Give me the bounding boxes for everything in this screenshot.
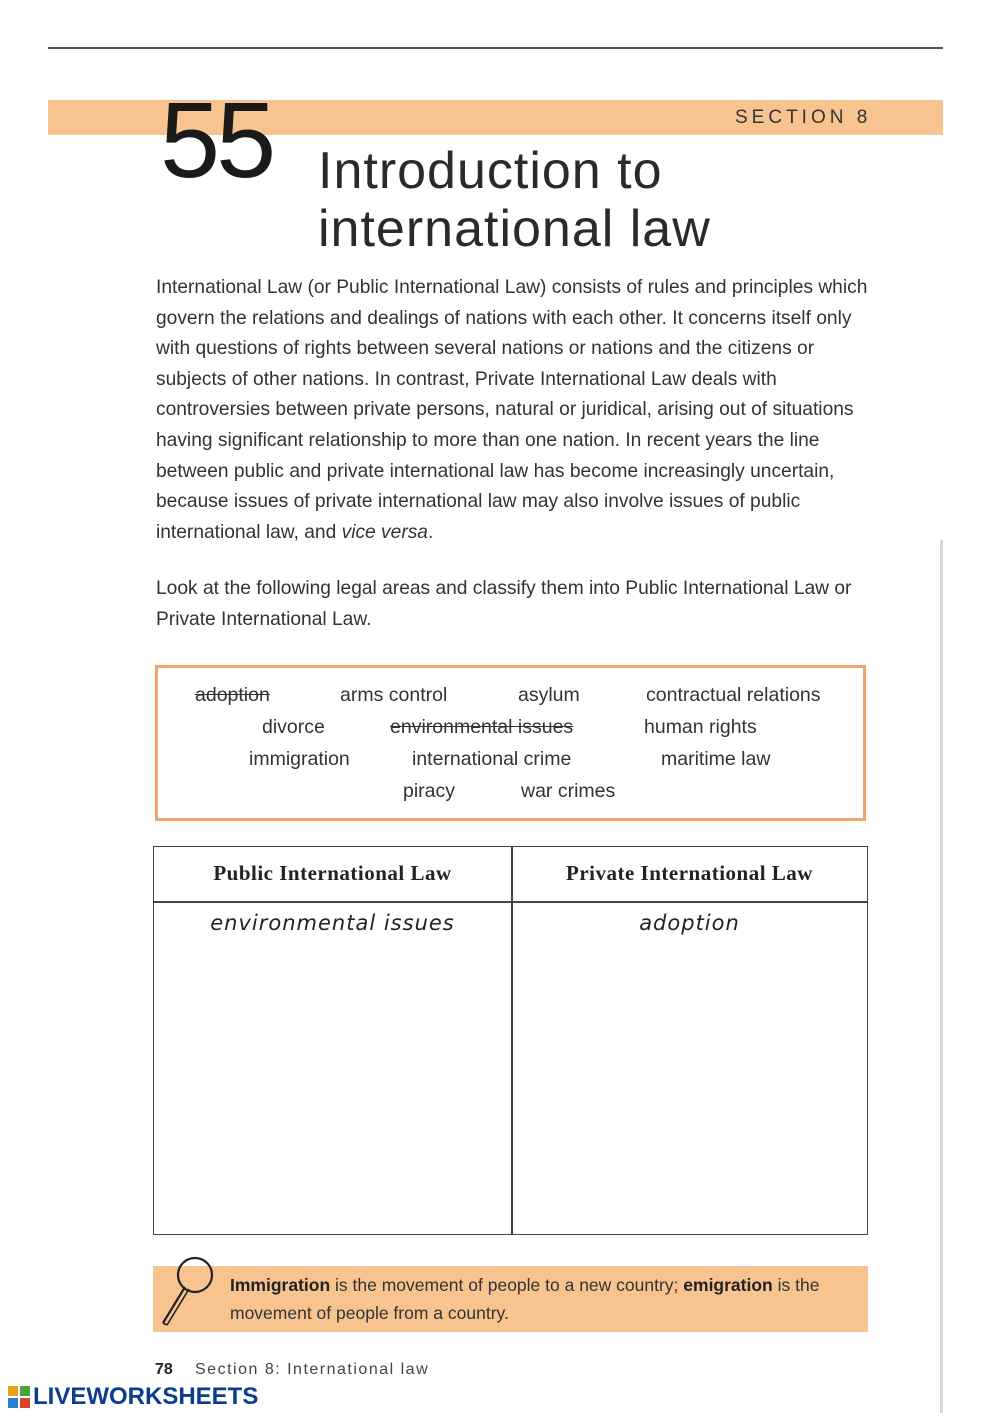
exercise-instructions: Look at the following legal areas and classify them into Public International Law or Private International Law. [156, 578, 852, 630]
public-answer-entry[interactable]: environmental issues [210, 911, 455, 935]
tip-definition-1: is the movement of people to a new country; [330, 1275, 684, 1295]
unit-title-line-2: international law [318, 200, 711, 258]
page-edge-shadow [940, 540, 943, 1413]
tip-term-immigration: Immigration [230, 1275, 331, 1295]
top-rule [48, 47, 943, 49]
page-number: 78 [155, 1361, 173, 1378]
word-bank-item[interactable]: environmental issues [390, 716, 574, 738]
word-bank-item[interactable]: war crimes [521, 780, 616, 802]
liveworksheets-logo[interactable] [8, 1383, 258, 1411]
word-bank-item[interactable]: adoption [195, 684, 270, 706]
word-bank-item[interactable]: contractual relations [646, 684, 821, 706]
word-bank-item[interactable]: international crime [412, 748, 572, 770]
word-bank-item[interactable]: piracy [403, 780, 456, 802]
column-header-public: Public International Law [213, 861, 452, 885]
unit-title [318, 142, 711, 258]
unit-title-line-1: Introduction to [318, 142, 663, 200]
tip-definition-2: is the movement of people from a country. [230, 1275, 820, 1323]
header-row-divider [154, 901, 867, 903]
word-bank-item[interactable]: human rights [644, 716, 757, 738]
word-bank [155, 665, 866, 821]
private-answer-entry[interactable]: adoption [639, 911, 740, 935]
word-bank-item[interactable]: immigration [249, 748, 350, 770]
intro-italic-phrase: vice versa [341, 521, 428, 543]
column-header-private: Private International Law [566, 861, 813, 885]
running-footer: Section 8: International law [195, 1361, 430, 1378]
word-bank-item[interactable]: asylum [518, 684, 580, 706]
intro-paragraph [156, 273, 876, 548]
column-divider [511, 847, 513, 1234]
tip-term-emigration: emigration [683, 1275, 773, 1295]
brand-text: LIVEWORKSHEETS [33, 1383, 259, 1410]
liveworksheets-logo-icon [8, 1386, 30, 1408]
classification-table [153, 846, 868, 1235]
intro-text: International Law (or Public International Law) consists of rules and principles which govern the relations and dealings of nations with each other. It concerns itself only with questions of rights between several nations or nations and the citizens or subjects of other nations. In contrast, Private International Law deals with controversies between private persons, natural or juridical, arising out of situations having significant relationship to more than one nation. In recent years the line between public and private international law has become increasingly uncertain, because issues of private international law may also involve issues of public international law, and [156, 277, 868, 543]
section-label: SECTION 8 [735, 107, 872, 128]
word-bank-item[interactable]: maritime law [661, 748, 771, 770]
word-bank-item[interactable]: arms control [340, 684, 448, 706]
intro-text-end: . [427, 521, 434, 543]
word-bank-item[interactable]: divorce [262, 716, 325, 738]
unit-number: 55 [160, 79, 273, 200]
tip-text [230, 1271, 860, 1327]
magnifying-glass-icon [155, 1253, 217, 1329]
